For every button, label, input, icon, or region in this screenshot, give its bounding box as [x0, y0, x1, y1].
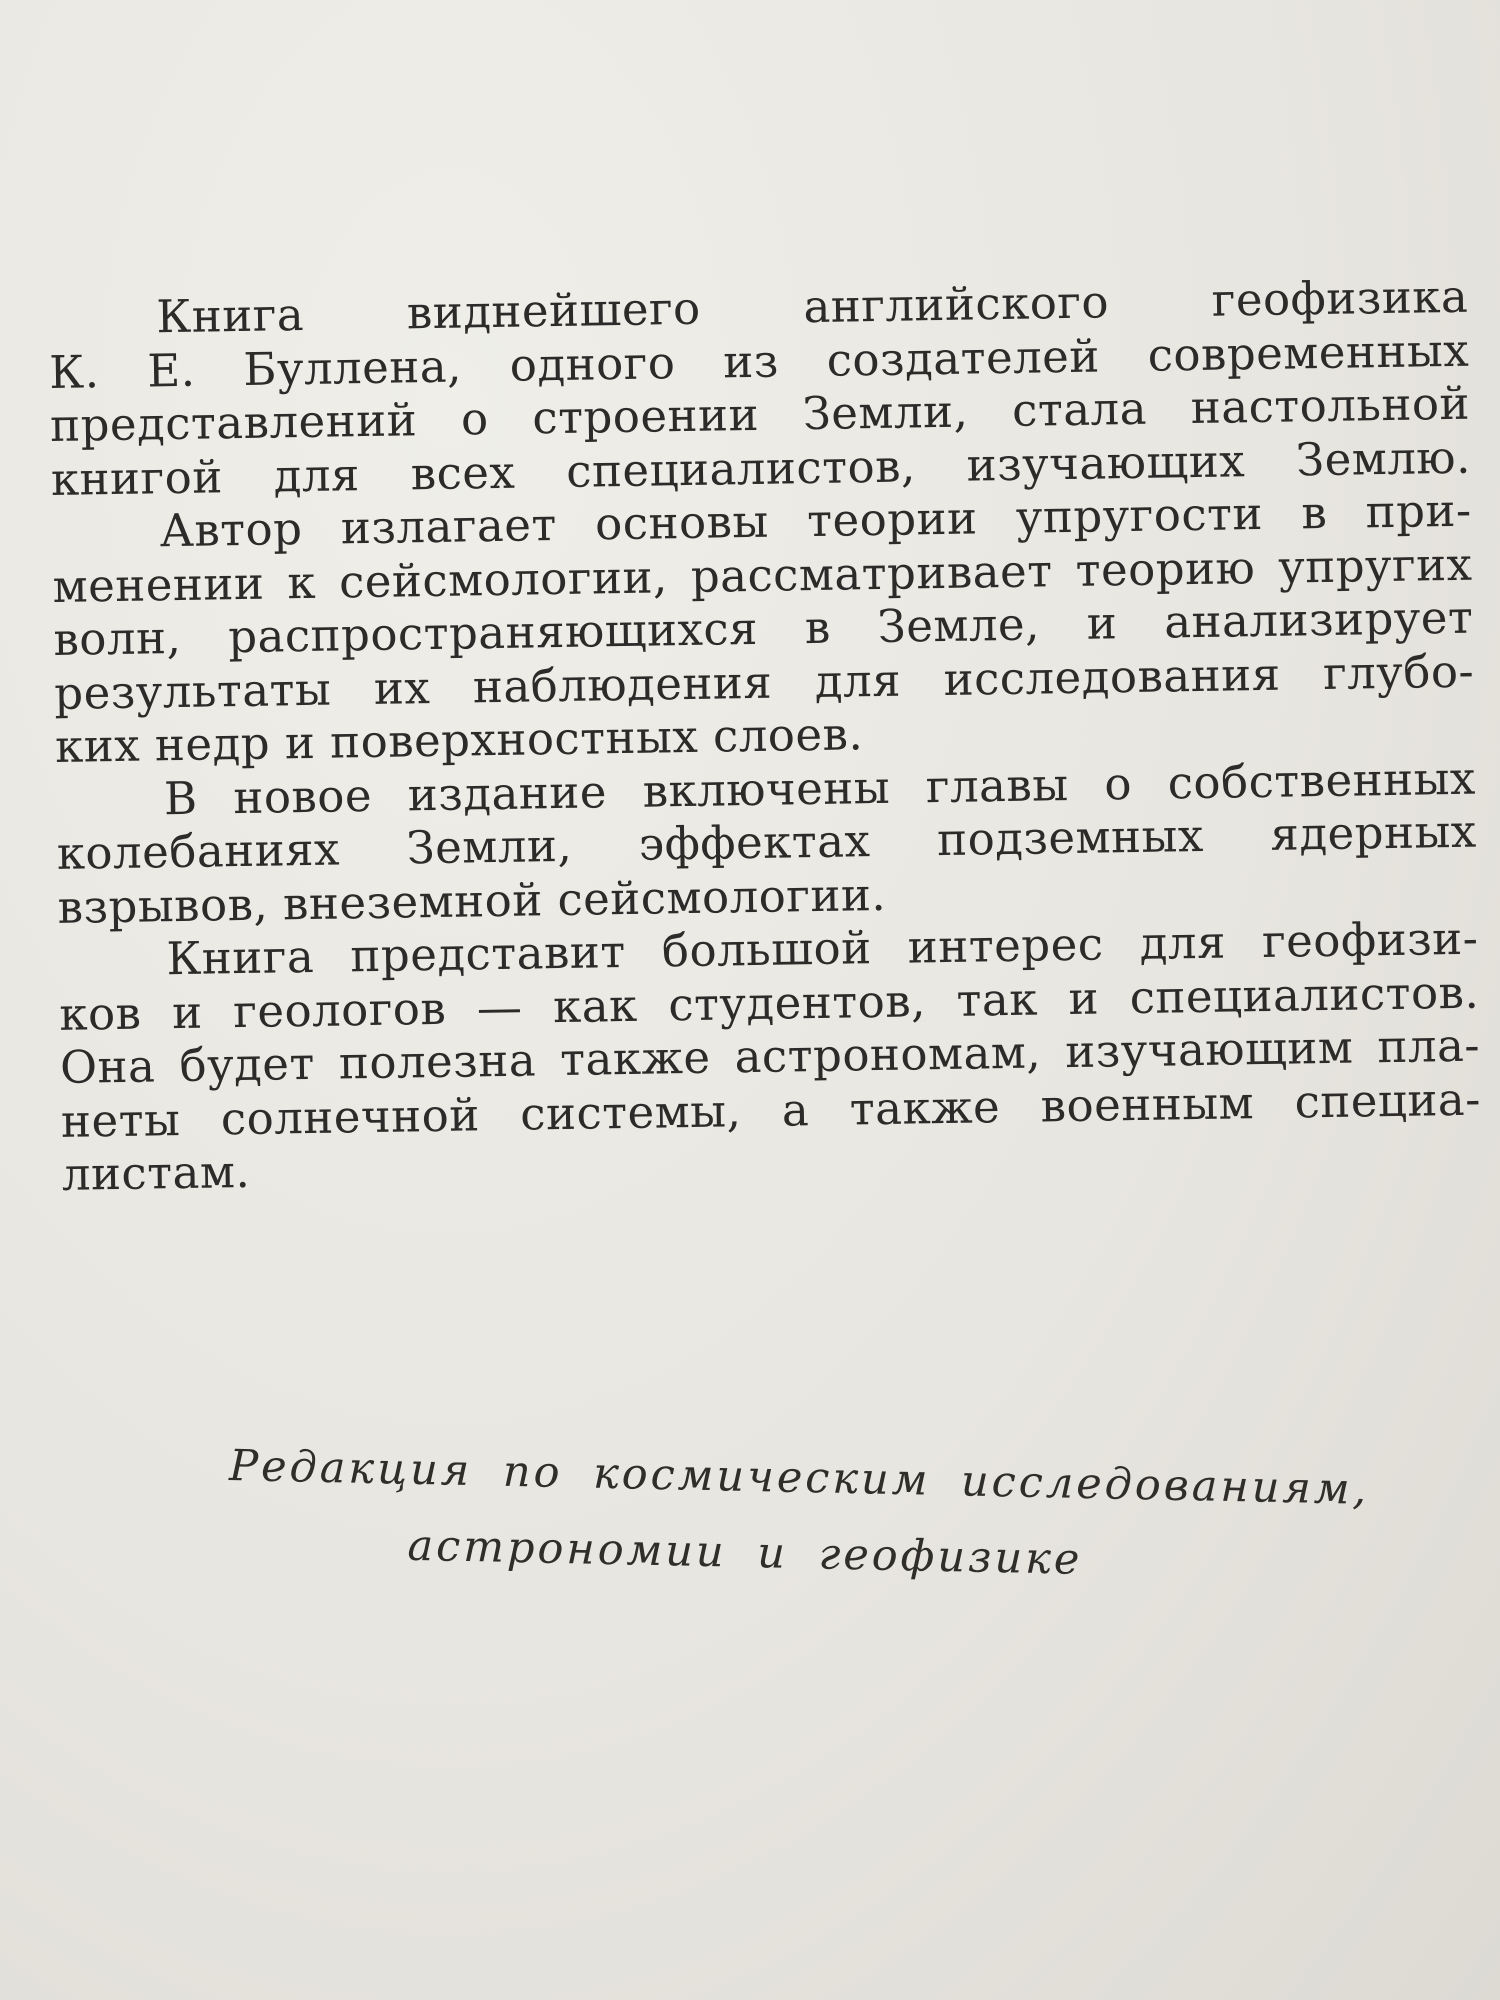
- text-line: Книга представит большой интерес для геофизи-: [166, 911, 1479, 986]
- text-line: менении к сейсмологии, рассматривает теорию упругих: [52, 537, 1473, 613]
- publisher-imprint: [227, 1428, 1370, 1603]
- text-line: Она будет полезна также астрономам, изучающим пла-: [59, 1018, 1481, 1094]
- text-line: В новое издание включены главы о собственных: [163, 751, 1477, 825]
- text-line: волн, распространяющихся в Земле, и анализирует: [53, 590, 1474, 666]
- text-line: Автор излагает основы теории упругости в при-: [159, 483, 1473, 558]
- text-line: колебаниях Земли, эффектах подземных ядерных: [56, 804, 1478, 880]
- annotation-paragraph-2: [51, 484, 1475, 774]
- text-line: взрывов, внеземной сейсмологии.: [57, 867, 887, 934]
- text-line: ких недр и поверхностных слоев.: [54, 707, 864, 773]
- annotation-paragraph-4: [58, 912, 1482, 1202]
- text-line: книгой для всех специалистов, изучающих Землю.: [50, 430, 1472, 506]
- imprint-line-2: астрономии и геофизике: [407, 1520, 1083, 1585]
- annotation-text: [48, 270, 1482, 1202]
- text-line: листам.: [61, 1144, 251, 1201]
- imprint-line-1: Редакция по космическим исследованиям,: [228, 1440, 1370, 1515]
- text-line: К. Е. Буллена, одного из создателей современных: [48, 323, 1470, 399]
- text-line: ков и геологов — как студентов, так и специалистов.: [58, 965, 1480, 1041]
- annotation-paragraph-3: [56, 751, 1478, 934]
- annotation-paragraph-1: [48, 270, 1471, 506]
- text-line: неты солнечной системы, а также военным специа-: [60, 1072, 1482, 1148]
- text-line: представлений о строении Земли, стала настольной: [49, 376, 1471, 452]
- text-line: Книга виднейшего английского геофизика: [155, 269, 1469, 344]
- text-line: результаты их наблюдения для исследования глубо-: [53, 644, 1475, 720]
